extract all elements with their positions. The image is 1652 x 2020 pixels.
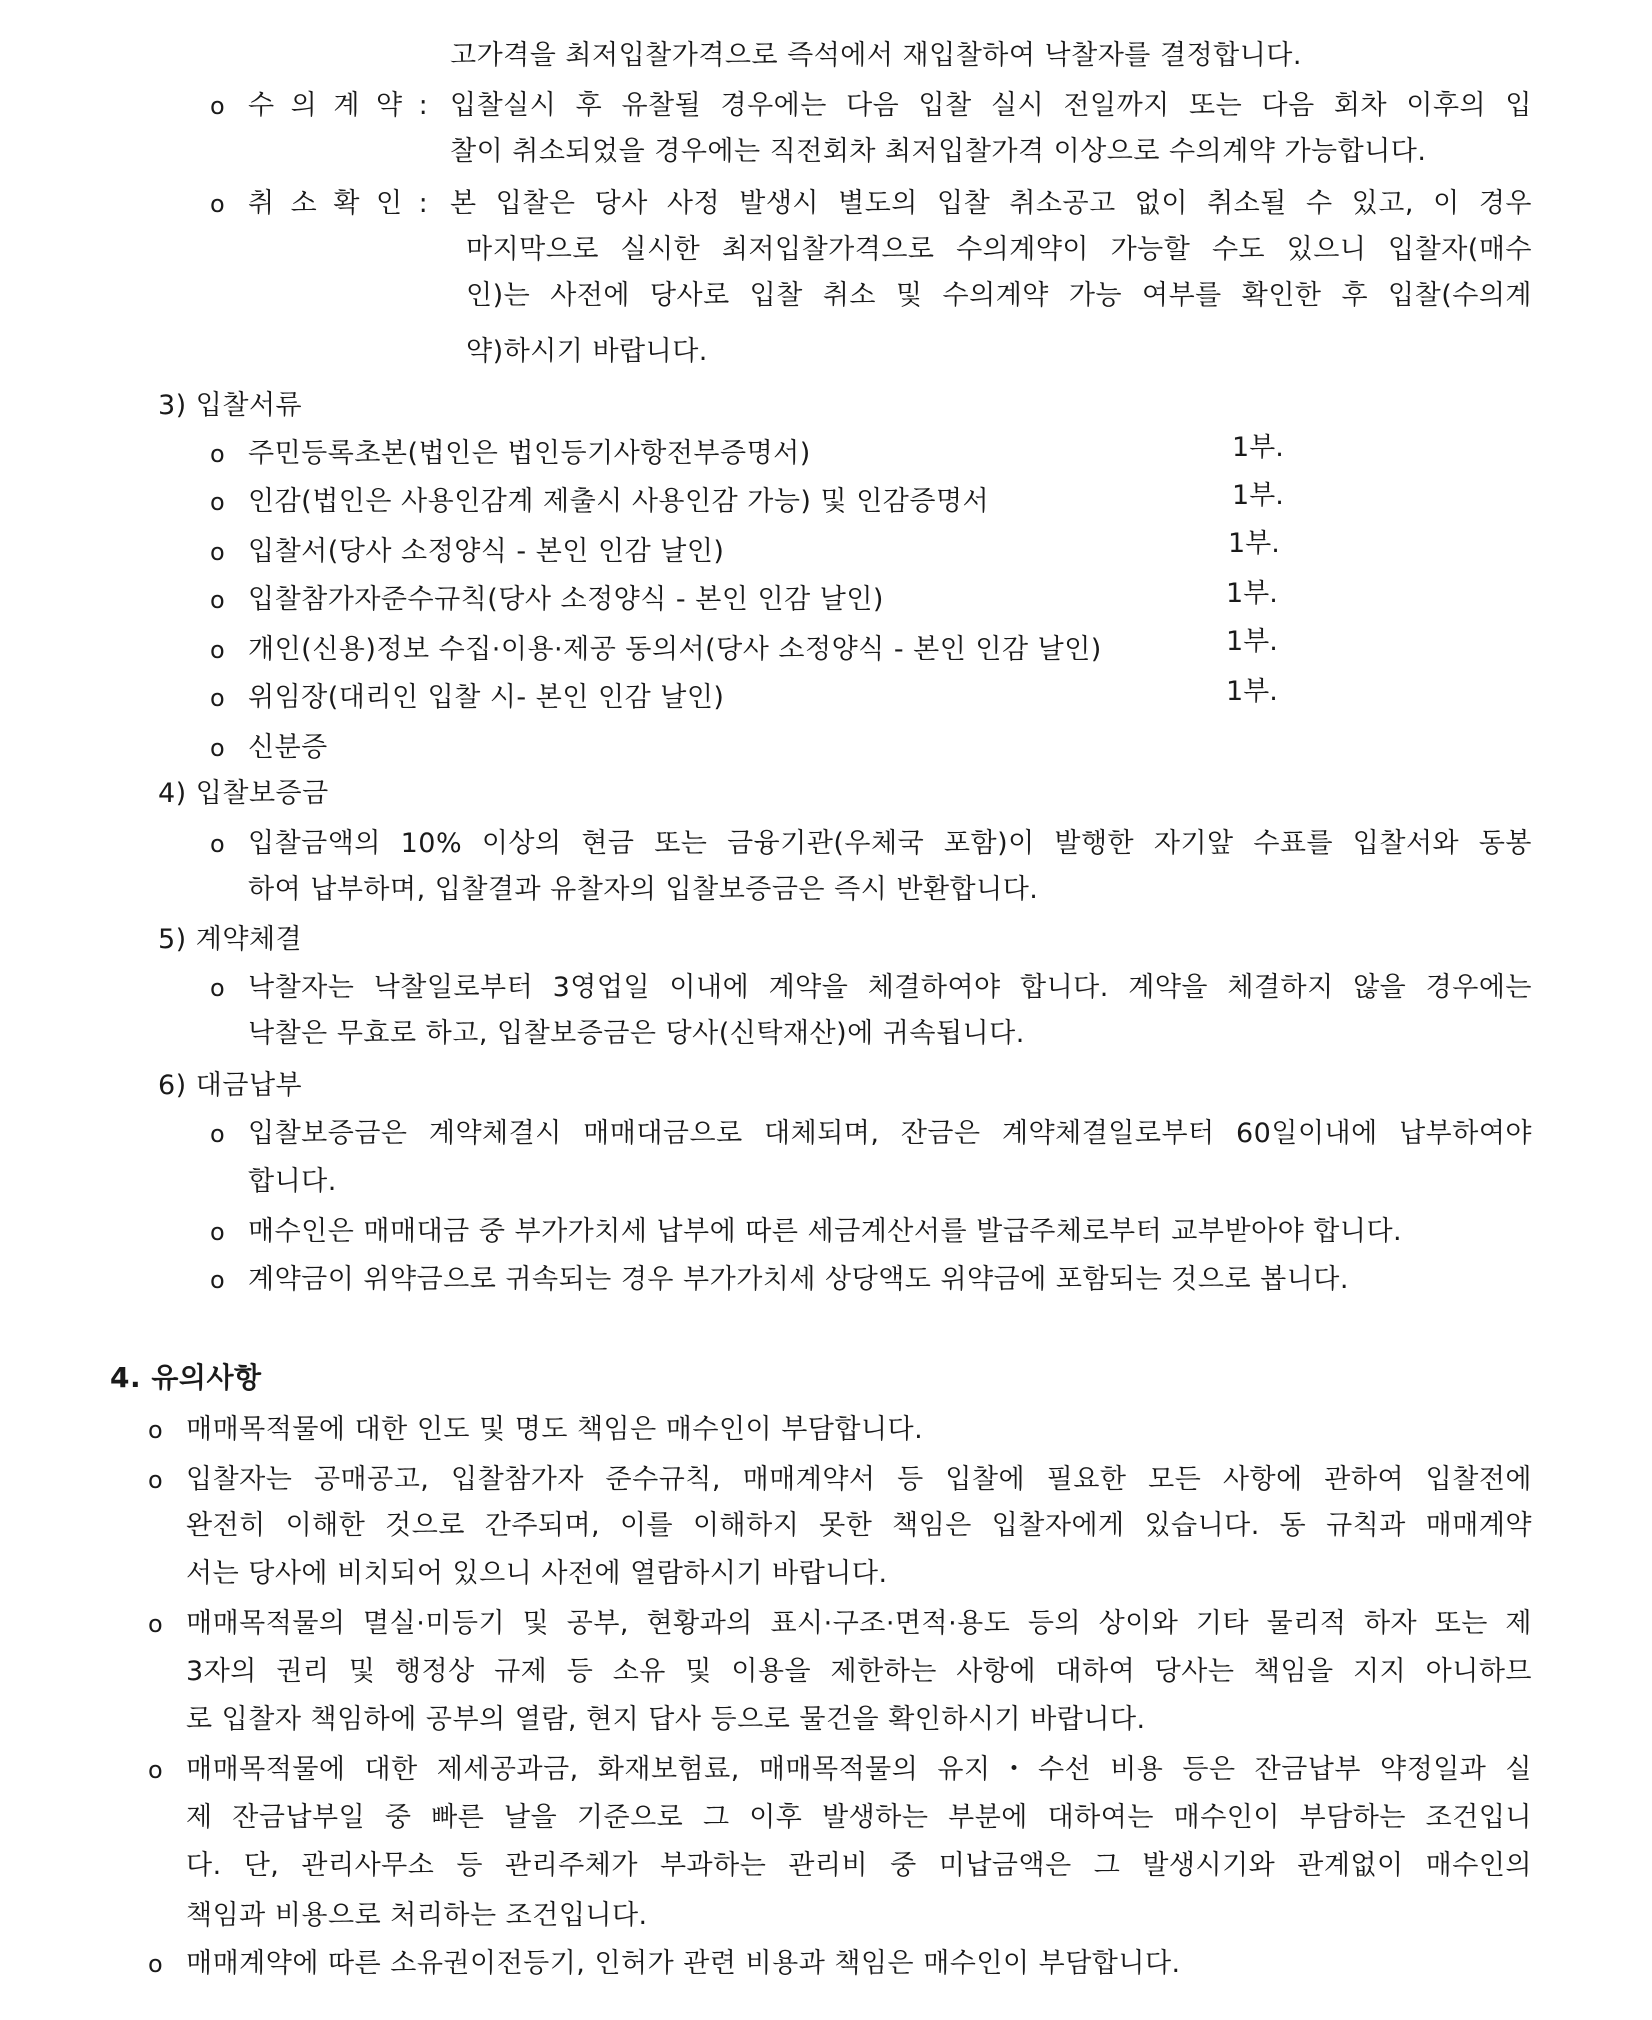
cancel-confirm-line: 약)하시기 바랍니다. [466,336,708,367]
bullet: o [210,1120,225,1148]
bullet: o [148,1610,163,1638]
cancel-confirm-line: 본 입찰은 당사 사정 발생시 별도의 입찰 취소공고 없이 취소될 수 있고, 이 경우 [450,188,1532,219]
docs-item: 인감(법인은 사용인감계 제출시 사용인감 가능) 및 인감증명서 [248,486,990,517]
notes-line: 3자의 권리 및 행정상 규제 등 소유 및 이용을 제한하는 사항에 대하여 당사는 책임을 지지 아니하므 [186,1656,1532,1687]
bullet: o [148,1466,163,1494]
bullet: o [210,92,225,120]
deposit-line: 하여 납부하며, 입찰결과 유찰자의 입찰보증금은 즉시 반환합니다. [248,874,1039,905]
payment-line: 계약금이 위약금으로 귀속되는 경우 부가가치세 상당액도 위약금에 포함되는 것으로 봅니다. [248,1264,1349,1295]
bullet: o [210,440,225,468]
notes-line: 제 잔금납부일 중 빠른 날을 기준으로 그 이후 발생하는 부분에 대하여는 매수인이 부담하는 조건입니 [186,1802,1532,1833]
bullet: o [210,684,225,712]
docs-heading: 3) 입찰서류 [158,390,303,421]
payment-heading: 6) 대금납부 [158,1070,303,1101]
notes-line: 매매목적물의 멸실·미등기 및 공부, 현황과의 표시·구조·면적·용도 등의 상이와 기타 물리적 하자 또는 제 [186,1608,1532,1639]
docs-item-qty: 1부. [1232,432,1284,463]
notes-line: 매매목적물에 대한 인도 및 명도 책임은 매수인이 부담합니다. [186,1414,924,1445]
payment-line: 매수인은 매매대금 중 부가가치세 납부에 따른 세금계산서를 발급주체로부터 교부받아야 합니다. [248,1216,1403,1247]
bullet: o [210,586,225,614]
bullet: o [210,538,225,566]
private-contract-label: 수 의 계 약 : [248,90,432,121]
cancel-confirm-line: 인)는 사전에 당사로 입찰 취소 및 수의계약 가능 여부를 확인한 후 입찰(수의계 [466,280,1532,311]
cancel-confirm-line: 마지막으로 실시한 최저입찰가격으로 수의계약이 가능할 수도 있으니 입찰자(매수 [466,234,1532,265]
contract-line: 낙찰자는 낙찰일로부터 3영업일 이내에 계약을 체결하여야 합니다. 계약을 체결하지 않을 경우에는 [248,972,1532,1003]
docs-item-qty: 1부. [1226,676,1278,707]
docs-item: 위임장(대리인 입찰 시- 본인 인감 날인) [248,682,725,713]
payment-line: 입찰보증금은 계약체결시 매매대금으로 대체되며, 잔금은 계약체결일로부터 60일이내에 납부하여야 [248,1118,1532,1149]
docs-item: 입찰서(당사 소정양식 - 본인 인감 날인) [248,536,725,567]
docs-item-qty: 1부. [1226,626,1278,657]
bullet: o [210,636,225,664]
private-contract-line: 입찰실시 후 유찰될 경우에는 다음 입찰 실시 전일까지 또는 다음 회차 이후의 입 [450,90,1532,121]
bullet: o [148,1756,163,1784]
payment-line: 합니다. [248,1166,337,1197]
notes-line: 입찰자는 공매공고, 입찰참가자 준수규칙, 매매계약서 등 입찰에 필요한 모든 사항에 관하여 입찰전에 [186,1464,1532,1495]
bullet: o [148,1950,163,1978]
contract-heading: 5) 계약체결 [158,924,303,955]
bullet: o [210,974,225,1002]
deposit-line: 입찰금액의 10% 이상의 현금 또는 금융기관(우체국 포함)이 발행한 자기앞 수표를 입찰서와 동봉 [248,828,1532,859]
docs-item: 주민등록초본(법인은 법인등기사항전부증명서) [248,438,811,469]
bullet: o [210,734,225,762]
docs-item: 신분증 [248,732,328,763]
notes-line: 완전히 이해한 것으로 간주되며, 이를 이해하지 못한 책임은 입찰자에게 있습니다. 동 규칙과 매매계약 [186,1510,1532,1541]
docs-item: 입찰참가자준수규칙(당사 소정양식 - 본인 인감 날인) [248,584,884,615]
contract-line: 낙찰은 무효로 하고, 입찰보증금은 당사(신탁재산)에 귀속됩니다. [248,1018,1025,1049]
bullet: o [148,1416,163,1444]
deposit-heading: 4) 입찰보증금 [158,778,329,809]
bullet: o [210,830,225,858]
notes-line: 로 입찰자 책임하에 공부의 열람, 현지 답사 등으로 물건을 확인하시기 바랍니다. [186,1704,1146,1735]
bullet: o [210,488,225,516]
notes-line: 매매계약에 따른 소유권이전등기, 인허가 관련 비용과 책임은 매수인이 부담합니다. [186,1948,1181,1979]
bullet: o [210,1266,225,1294]
private-contract-line: 찰이 취소되었을 경우에는 직전회차 최저입찰가격 이상으로 수의계약 가능합니다. [450,136,1427,167]
bullet: o [210,190,225,218]
bid-method-continuation: 고가격을 최저입찰가격으로 즉석에서 재입찰하여 낙찰자를 결정합니다. [450,40,1302,71]
bullet: o [210,1218,225,1246]
cancel-confirm-label: 취 소 확 인 : [248,188,432,219]
docs-item-qty: 1부. [1228,528,1280,559]
notes-line: 다. 단, 관리사무소 등 관리주체가 부과하는 관리비 중 미납금액은 그 발생시기와 관계없이 매수인의 [186,1850,1532,1881]
notes-heading: 4. 유의사항 [110,1361,262,1394]
docs-item-qty: 1부. [1232,480,1284,511]
docs-item: 개인(신용)정보 수집·이용·제공 동의서(당사 소정양식 - 본인 인감 날인) [248,634,1102,665]
notes-line: 서는 당사에 비치되어 있으니 사전에 열람하시기 바랍니다. [186,1558,888,1589]
docs-item-qty: 1부. [1226,578,1278,609]
notes-line: 매매목적물에 대한 제세공과금, 화재보험료, 매매목적물의 유지・수선 비용 등은 잔금납부 약정일과 실 [186,1754,1532,1785]
notes-line: 책임과 비용으로 처리하는 조건입니다. [186,1900,648,1931]
